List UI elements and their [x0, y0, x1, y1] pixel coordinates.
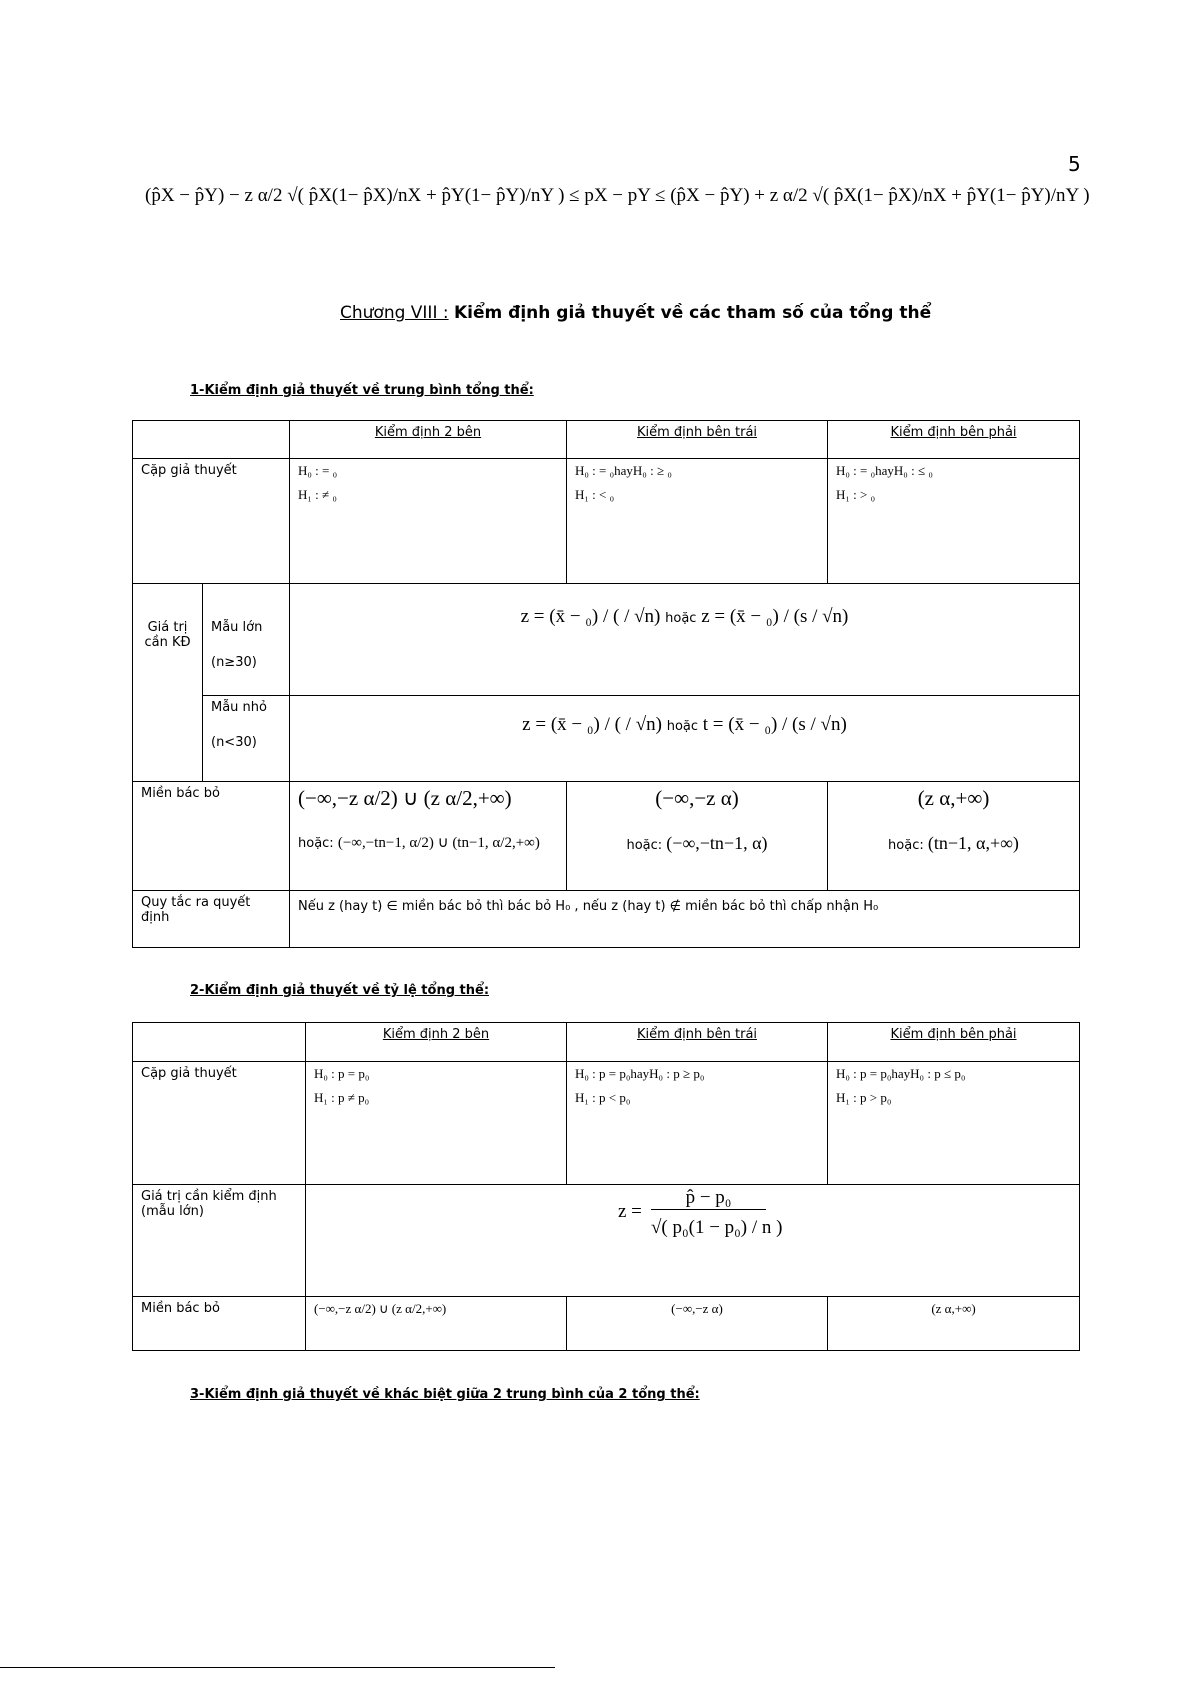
- large-sample-n: (n≥30): [211, 655, 257, 670]
- h0-right: H₀ : = ₀hayH₀ : ≤ ₀: [836, 463, 933, 478]
- header-right-tailed: Kiểm định bên phải: [890, 425, 1017, 440]
- rejection-t-two-sided: (−∞,−tn−1, α/2) ∪ (tn−1, α/2,+∞): [337, 835, 540, 851]
- h0-right: H₀ : p = p₀hayH₀ : p ≤ p₀: [836, 1066, 966, 1081]
- header-left-tailed: Kiểm định bên trái: [636, 1027, 758, 1042]
- formula-denominator: √( p₀(1 − p₀) / n ): [651, 1217, 783, 1238]
- small-sample-n: (n<30): [211, 735, 257, 750]
- header-two-sided: Kiểm định 2 bên: [382, 1027, 490, 1042]
- h1-left: H₁ : p < p₀: [575, 1090, 631, 1105]
- or-label: hoặc:: [298, 836, 334, 851]
- rejection-right: (z α,+∞): [917, 786, 990, 810]
- h0-two-sided: H₀ : p = p₀: [314, 1066, 370, 1081]
- or-label: hoặc: [665, 611, 697, 626]
- chapter-title: Kiểm định giả thuyết về các tham số của tổng thể: [454, 303, 932, 323]
- page-number: 5: [1068, 152, 1081, 176]
- row-label-test-value: Giá trị cần KĐ: [132, 583, 203, 782]
- large-z-formula: z = (x̄ − ₀) / ( / √n): [520, 606, 661, 627]
- row-label-hypotheses: Cặp giả thuyết: [132, 458, 290, 584]
- header-right-tailed: Kiểm định bên phải: [890, 1027, 1017, 1042]
- row-label-hypotheses: Cặp giả thuyết: [132, 1061, 306, 1185]
- or-label: hoặc:: [626, 838, 663, 853]
- large-z-s-formula: z = (x̄ − ₀) / (s / √n): [701, 606, 849, 627]
- rejection-two-sided: (−∞,−z α/2) ∪ (z α/2,+∞): [305, 1296, 567, 1351]
- or-label: hoặc:: [888, 838, 924, 853]
- section-3-heading: 3-Kiểm định giả thuyết về khác biệt giữa 2 trung bình của 2 tổng thể:: [190, 1387, 700, 1402]
- h1-two-sided: H₁ : ≠ ₀: [298, 487, 337, 502]
- row-label-decision-rule: Quy tắc ra quyết định: [132, 890, 290, 948]
- row-label-rejection: Miền bác bỏ: [132, 781, 290, 891]
- small-z-formula: z = (x̄ − ₀) / ( / √n): [522, 714, 662, 735]
- footer-divider: [0, 1667, 555, 1668]
- confidence-interval-formula: (p̂X − p̂Y) − z α/2 √( p̂X(1− p̂X)/nX + p̂Y(1− p̂Y)/nY ) ≤ pX − pY ≤ (p̂X − p̂Y) + z α/2 √( p̂X(1− p̂X)/nX + p̂Y(1− p̂Y)/nY ): [145, 185, 1090, 206]
- corner-cell: [132, 1022, 306, 1062]
- rejection-left: (−∞,−z α): [566, 1296, 828, 1351]
- section-2-heading: 2-Kiểm định giả thuyết về tỷ lệ tổng thể:: [190, 983, 490, 998]
- rejection-t-right: (tn−1, α,+∞): [927, 833, 1019, 853]
- h1-left: H₁ : < ₀: [575, 487, 615, 502]
- small-t-formula: t = (x̄ − ₀) / (s / √n): [702, 714, 847, 735]
- h1-two-sided: H₁ : p ≠ p₀: [314, 1090, 370, 1105]
- h0-two-sided: H₀ : = ₀: [298, 463, 338, 478]
- section-1-heading: 1-Kiểm định giả thuyết về trung bình tổng thể:: [190, 383, 534, 398]
- formula-lhs: z =: [618, 1201, 642, 1222]
- large-sample-label: Mẫu lớn: [211, 620, 263, 635]
- proportion-z-formula: [305, 1184, 1080, 1297]
- chapter-prefix: Chương VIII :: [340, 303, 449, 323]
- row-label-rejection: Miền bác bỏ: [132, 1296, 306, 1351]
- rejection-left: (−∞,−z α): [655, 786, 739, 810]
- row-label-test-value: Giá trị cần kiểm định (mẫu lớn): [132, 1184, 306, 1297]
- decision-rule: Nếu z (hay t) ∈ miền bác bỏ thì bác bỏ H₀ , nếu z (hay t) ∉ miền bác bỏ thì chấp nhận H₀: [289, 890, 1080, 948]
- h1-right: H₁ : > ₀: [836, 487, 876, 502]
- rejection-t-left: (−∞,−tn−1, α): [666, 833, 768, 853]
- formula-numerator: p̂ − p₀: [651, 1187, 766, 1210]
- or-label: hoặc: [666, 719, 699, 734]
- corner-cell: [132, 420, 290, 459]
- rejection-two-sided: (−∞,−z α/2) ∪ (z α/2,+∞): [298, 786, 512, 810]
- header-left-tailed: Kiểm định bên trái: [636, 425, 758, 440]
- h0-left: H₀ : p = p₀hayH₀ : p ≥ p₀: [575, 1066, 705, 1081]
- chapter-heading: [340, 303, 931, 323]
- h0-left: H₀ : = ₀hayH₀ : ≥ ₀: [575, 463, 672, 478]
- h1-right: H₁ : p > p₀: [836, 1090, 892, 1105]
- header-two-sided: Kiểm định 2 bên: [374, 425, 482, 440]
- rejection-right: (z α,+∞): [827, 1296, 1080, 1351]
- small-sample-label: Mẫu nhỏ: [211, 700, 267, 715]
